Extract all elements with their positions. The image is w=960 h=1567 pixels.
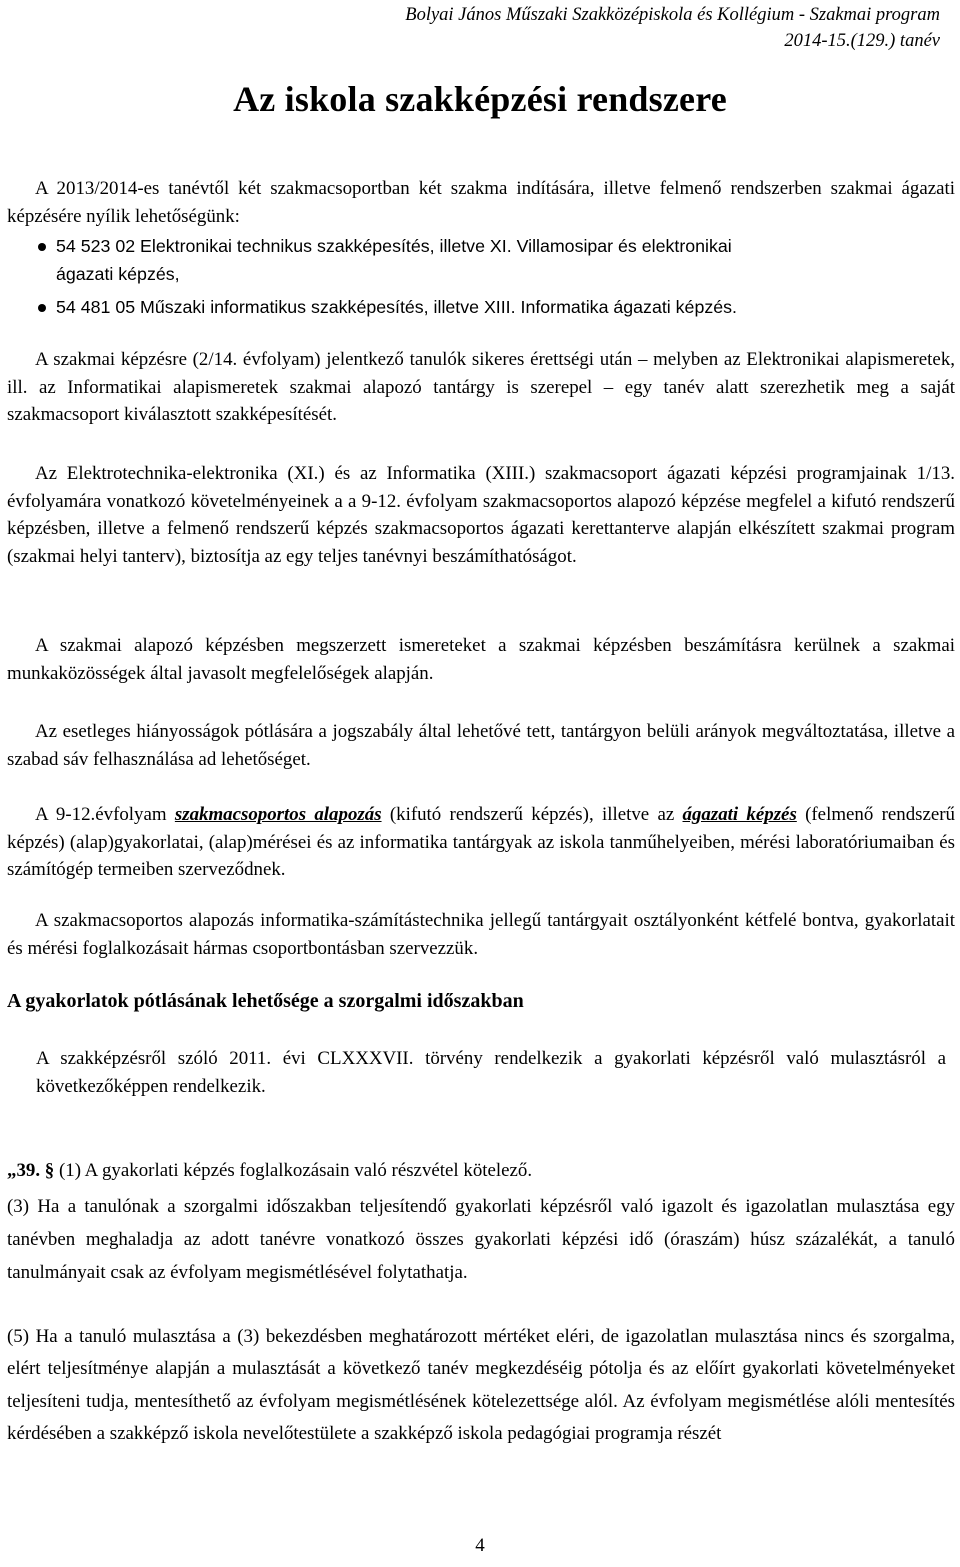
- page-title: Az iskola szakképzési rendszere: [233, 79, 727, 119]
- intro-paragraph: A 2013/2014-es tanévtől két szakmacsoportban két szakma indítására, illetve felmenő rendszerben szakmai ágazati képzésére nyílik lehetőségünk:: [7, 178, 955, 227]
- section-number: „39. §: [7, 1160, 55, 1181]
- text-run: (felmenő rendszerű képzés) (alap)gyakorlatai, (alap)mérései és az informatika tantárgyak az iskola tanműhelyeiben, mérési laboratóriumaiban és számítógép termeiben szerveződnek.: [7, 804, 955, 880]
- paragraph-deficiencies: Az esetleges hiányosságok pótlására a jogszabály által lehetővé tett, tantárgyon belüli arányok megváltoztatása, illetve a szabad sáv felhasználása ad lehetőséget.: [7, 721, 955, 770]
- bullet-item-informatics: [56, 294, 956, 322]
- bullet-line: 54 481 05 Műszaki informatikus szakképesítés, illetve XIII. Informatika ágazati képzés.: [56, 297, 737, 317]
- bullet-icon: [38, 304, 46, 312]
- bullet-line: ágazati képzés,: [56, 263, 180, 284]
- bullet-icon: [38, 243, 46, 251]
- paragraph-group-split: A szakmacsoportos alapozás informatika-számítástechnika jellegű tantárgyait osztályonként kétfelé bontva, gyakorlatait és mérési foglalkozásait hármas csoportbontásban szervezzük.: [7, 910, 955, 959]
- header-year-line: 2014-15.(129.) tanév: [784, 31, 940, 51]
- paragraph-section-39-3: (3) Ha a tanulónak a szorgalmi időszakban teljesítendő gyakorlati képzésről való igazolt és igazolatlan mulasztása egy tanévben meghaladja az adott tanévre vonatkozó összes gyakorlati képzési idő (óraszám) húsz százalékát, a tanuló tanulmányait csak az évfolyam megismétlésével folytathatja.: [7, 1196, 955, 1284]
- paragraph-section-39-1: [7, 1157, 955, 1185]
- paragraph-vocational-training: A szakmai képzésre (2/14. évfolyam) jelentkező tanulók sikeres érettségi után – melyben az Elektronikai alapismeretek, ill. az Informatikai alapismeretek szakmai alapozó tantárgy is szerepel – egy tanév alatt szerezhetik meg a saját szakmacsoport kiválasztott szakképesítését.: [7, 349, 955, 425]
- page-number: 4: [475, 1535, 485, 1556]
- text-run: (1) A gyakorlati képzés foglalkozásain való részvétel kötelező.: [54, 1160, 533, 1181]
- emphasis-sector-training: ágazati képzés: [682, 804, 797, 825]
- text-run: (kifutó rendszerű képzés), illetve az: [381, 804, 683, 825]
- running-header: [405, 2, 940, 54]
- emphasis-sector-foundation: szakmacsoportos alapozás: [174, 804, 382, 825]
- paragraph-sector-programs: Az Elektrotechnika-elektronika (XI.) és az Informatika (XIII.) szakmacsoport ágazati képzési programjainak 1/13. évfolyamára vonatkozó követelményeinek a a 9-12. évfolyam szakmacsoportos alapozó képzése megfelel a kifutó rendszerű képzésben, illetve a felmenő rendszerű képzés szakmacsoportos ágazati kerettanterve alapján elkészített szakmai program (szakmai helyi tanterv), biztosítja az egy teljes tanévnyi beszámíthatóságot.: [7, 463, 955, 567]
- paragraph-section-39-5: (5) Ha a tanuló mulasztása a (3) bekezdésben meghatározott mértéket eléri, de igazolatlan mulasztása nincs és szorgalma, elért teljesítménye alapján a mulasztását a következő tanév megkezdéséig pótolja és az előírt gyakorlati követelményeket teljesíteni tudja, mentesíthető az évfolyam megismétlésének kötelezettsége alól. Az évfolyam megismétlése alóli mentesítés kérdésében a szakképző iskola nevelőtestülete a szakképző iskola pedagógiai programja részét: [7, 1326, 955, 1444]
- bullet-item-electronics: [56, 233, 956, 288]
- paragraph-law-reference: A szakképzésről szóló 2011. évi CLXXXVII. törvény rendelkezik a gyakorlati képzésről való mulasztásról a következőképpen rendelkezik.: [36, 1048, 946, 1097]
- paragraph-foundation-credit: A szakmai alapozó képzésben megszerzett ismereteket a szakmai képzésben beszámításra kerülnek a szakmai munkaközösségek által javasolt megfelelőségek alapján.: [7, 635, 955, 684]
- text-run: A 9-12.évfolyam: [35, 804, 175, 825]
- section-heading: A gyakorlatok pótlásának lehetősége a szorgalmi időszakban: [7, 990, 524, 1012]
- header-school-line: Bolyai János Műszaki Szakközépiskola és Kollégium - Szakmai program: [405, 5, 940, 25]
- paragraph-grades-9-12: [7, 801, 955, 884]
- bullet-line: 54 523 02 Elektronikai technikus szakképesítés, illetve XI. Villamosipar és elektronikai: [56, 236, 732, 256]
